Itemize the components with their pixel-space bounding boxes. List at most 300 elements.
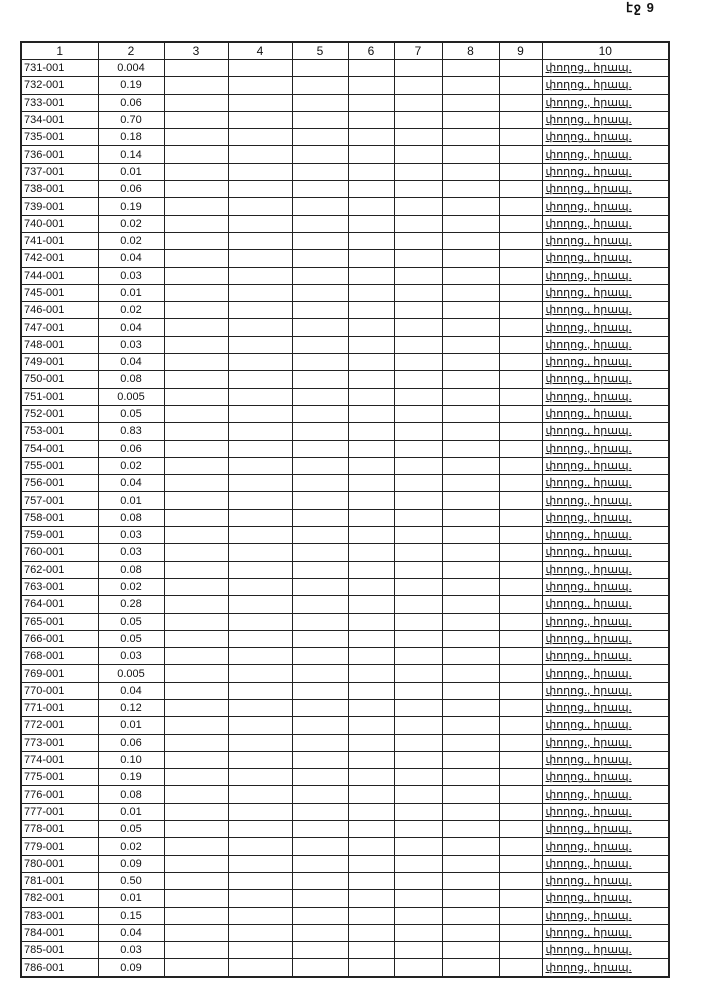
area-value: 0.01 (98, 890, 164, 907)
empty-cell (499, 267, 542, 284)
empty-cell (442, 215, 499, 232)
empty-cell (394, 302, 442, 319)
empty-cell (228, 872, 292, 889)
table-row (21, 751, 669, 768)
table-row (21, 890, 669, 907)
table-row (21, 838, 669, 855)
area-value: 0.09 (98, 959, 164, 977)
area-value: 0.83 (98, 423, 164, 440)
purpose-note: փողոց., հրապ. (542, 267, 669, 284)
table-row (21, 682, 669, 699)
empty-cell (499, 423, 542, 440)
empty-cell (394, 578, 442, 595)
purpose-note: փողոց., հրապ. (542, 613, 669, 630)
empty-cell (499, 751, 542, 768)
empty-cell (228, 942, 292, 959)
empty-cell (292, 388, 348, 405)
empty-cell (499, 457, 542, 474)
purpose-note: փողոց., հրապ. (542, 821, 669, 838)
empty-cell (499, 596, 542, 613)
empty-cell (394, 198, 442, 215)
area-value: 0.05 (98, 630, 164, 647)
parcel-code: 782-001 (21, 890, 98, 907)
empty-cell (499, 336, 542, 353)
empty-cell (394, 60, 442, 77)
table-row (21, 872, 669, 889)
purpose-note: փողոց., հրապ. (542, 336, 669, 353)
empty-cell (228, 475, 292, 492)
empty-cell (442, 146, 499, 163)
empty-cell (499, 682, 542, 699)
empty-cell (228, 60, 292, 77)
empty-cell (348, 890, 394, 907)
empty-cell (292, 284, 348, 301)
empty-cell (292, 544, 348, 561)
table-header-row (21, 42, 669, 60)
purpose-note: փողոց., հրապ. (542, 60, 669, 77)
empty-cell (164, 509, 228, 526)
area-value: 0.03 (98, 267, 164, 284)
area-value: 0.04 (98, 682, 164, 699)
empty-cell (499, 855, 542, 872)
column-header-4: 4 (228, 42, 292, 60)
empty-cell (499, 405, 542, 422)
empty-cell (499, 440, 542, 457)
parcel-code: 744-001 (21, 267, 98, 284)
empty-cell (394, 907, 442, 924)
empty-cell (228, 198, 292, 215)
purpose-note: փողոց., հրապ. (542, 959, 669, 977)
empty-cell (164, 544, 228, 561)
empty-cell (394, 509, 442, 526)
table-row (21, 198, 669, 215)
empty-cell (292, 181, 348, 198)
empty-cell (228, 803, 292, 820)
empty-cell (499, 181, 542, 198)
table-row (21, 786, 669, 803)
purpose-note: փողոց., հրապ. (542, 578, 669, 595)
empty-cell (394, 751, 442, 768)
empty-cell (292, 146, 348, 163)
empty-cell (164, 682, 228, 699)
purpose-note: փողոց., հրապ. (542, 924, 669, 941)
empty-cell (499, 232, 542, 249)
table-row (21, 440, 669, 457)
table-row (21, 734, 669, 751)
empty-cell (499, 492, 542, 509)
column-header-3: 3 (164, 42, 228, 60)
empty-cell (499, 215, 542, 232)
empty-cell (442, 717, 499, 734)
empty-cell (228, 630, 292, 647)
empty-cell (442, 94, 499, 111)
empty-cell (394, 405, 442, 422)
area-value: 0.04 (98, 475, 164, 492)
empty-cell (394, 94, 442, 111)
purpose-note: փողոց., հրապ. (542, 751, 669, 768)
table-row (21, 492, 669, 509)
empty-cell (499, 198, 542, 215)
empty-cell (442, 734, 499, 751)
table-row (21, 769, 669, 786)
table-row (21, 302, 669, 319)
area-value: 0.01 (98, 717, 164, 734)
empty-cell (292, 440, 348, 457)
area-value: 0.18 (98, 129, 164, 146)
purpose-note: փողոց., հրապ. (542, 77, 669, 94)
empty-cell (442, 440, 499, 457)
empty-cell (228, 77, 292, 94)
empty-cell (499, 890, 542, 907)
purpose-note: փողոց., հրապ. (542, 596, 669, 613)
empty-cell (292, 492, 348, 509)
empty-cell (442, 371, 499, 388)
area-value: 0.03 (98, 527, 164, 544)
empty-cell (348, 475, 394, 492)
empty-cell (394, 440, 442, 457)
empty-cell (164, 630, 228, 647)
table-row (21, 232, 669, 249)
empty-cell (228, 665, 292, 682)
empty-cell (164, 803, 228, 820)
empty-cell (164, 354, 228, 371)
empty-cell (292, 60, 348, 77)
parcel-code: 756-001 (21, 475, 98, 492)
empty-cell (442, 77, 499, 94)
empty-cell (394, 163, 442, 180)
empty-cell (348, 302, 394, 319)
empty-cell (442, 527, 499, 544)
empty-cell (442, 319, 499, 336)
empty-cell (164, 111, 228, 128)
empty-cell (348, 578, 394, 595)
table-row (21, 163, 669, 180)
parcel-code: 784-001 (21, 924, 98, 941)
area-value: 0.02 (98, 215, 164, 232)
purpose-note: փողոց., հրապ. (542, 855, 669, 872)
empty-cell (442, 198, 499, 215)
empty-cell (442, 111, 499, 128)
empty-cell (394, 267, 442, 284)
table-row (21, 630, 669, 647)
empty-cell (348, 111, 394, 128)
table-row (21, 803, 669, 820)
empty-cell (394, 146, 442, 163)
purpose-note: փողոց., հրապ. (542, 457, 669, 474)
empty-cell (228, 561, 292, 578)
empty-cell (228, 751, 292, 768)
purpose-note: փողոց., հրապ. (542, 630, 669, 647)
empty-cell (442, 457, 499, 474)
empty-cell (499, 475, 542, 492)
empty-cell (442, 890, 499, 907)
empty-cell (228, 959, 292, 977)
empty-cell (394, 872, 442, 889)
purpose-note: փողոց., հրապ. (542, 717, 669, 734)
purpose-note: փողոց., հրապ. (542, 423, 669, 440)
parcel-code: 738-001 (21, 181, 98, 198)
purpose-note: փողոց., հրապ. (542, 509, 669, 526)
purpose-note: փողոց., հրապ. (542, 371, 669, 388)
empty-cell (394, 544, 442, 561)
empty-cell (348, 250, 394, 267)
table-row (21, 423, 669, 440)
purpose-note: փողոց., հրապ. (542, 665, 669, 682)
empty-cell (228, 354, 292, 371)
empty-cell (228, 596, 292, 613)
empty-cell (442, 509, 499, 526)
table-row (21, 354, 669, 371)
parcel-code: 781-001 (21, 872, 98, 889)
parcel-code: 746-001 (21, 302, 98, 319)
table-row (21, 855, 669, 872)
parcel-code: 745-001 (21, 284, 98, 301)
empty-cell (228, 613, 292, 630)
empty-cell (228, 129, 292, 146)
empty-cell (348, 457, 394, 474)
empty-cell (499, 111, 542, 128)
table-row (21, 129, 669, 146)
empty-cell (442, 232, 499, 249)
empty-cell (442, 942, 499, 959)
table-row (21, 284, 669, 301)
area-value: 0.04 (98, 319, 164, 336)
empty-cell (499, 613, 542, 630)
empty-cell (442, 959, 499, 977)
empty-cell (442, 872, 499, 889)
empty-cell (292, 613, 348, 630)
parcel-code: 757-001 (21, 492, 98, 509)
purpose-note: փողոց., հրապ. (542, 163, 669, 180)
purpose-note: փողոց., հրապ. (542, 907, 669, 924)
empty-cell (348, 665, 394, 682)
area-value: 0.14 (98, 146, 164, 163)
parcel-code: 734-001 (21, 111, 98, 128)
empty-cell (164, 284, 228, 301)
empty-cell (164, 492, 228, 509)
empty-cell (394, 561, 442, 578)
empty-cell (442, 284, 499, 301)
parcel-code: 754-001 (21, 440, 98, 457)
parcel-code: 759-001 (21, 527, 98, 544)
area-value: 0.01 (98, 803, 164, 820)
parcel-code: 762-001 (21, 561, 98, 578)
area-value: 0.05 (98, 821, 164, 838)
table-row (21, 665, 669, 682)
empty-cell (499, 578, 542, 595)
empty-cell (228, 769, 292, 786)
parcel-code: 755-001 (21, 457, 98, 474)
empty-cell (164, 751, 228, 768)
area-value: 0.04 (98, 354, 164, 371)
empty-cell (499, 163, 542, 180)
empty-cell (228, 907, 292, 924)
table-row (21, 371, 669, 388)
empty-cell (228, 181, 292, 198)
table-row (21, 111, 669, 128)
area-value: 0.02 (98, 232, 164, 249)
column-header-8: 8 (442, 42, 499, 60)
parcel-code: 760-001 (21, 544, 98, 561)
empty-cell (442, 60, 499, 77)
empty-cell (394, 596, 442, 613)
empty-cell (348, 94, 394, 111)
area-value: 0.09 (98, 855, 164, 872)
purpose-note: փողոց., հրապ. (542, 475, 669, 492)
parcel-code: 777-001 (21, 803, 98, 820)
column-header-9: 9 (499, 42, 542, 60)
empty-cell (499, 544, 542, 561)
table-row (21, 821, 669, 838)
purpose-note: փողոց., հրապ. (542, 838, 669, 855)
empty-cell (292, 319, 348, 336)
empty-cell (228, 890, 292, 907)
empty-cell (348, 215, 394, 232)
empty-cell (442, 751, 499, 768)
empty-cell (228, 111, 292, 128)
area-value: 0.12 (98, 699, 164, 716)
empty-cell (499, 630, 542, 647)
empty-cell (164, 60, 228, 77)
empty-cell (292, 94, 348, 111)
area-value: 0.005 (98, 388, 164, 405)
empty-cell (228, 457, 292, 474)
empty-cell (348, 717, 394, 734)
empty-cell (394, 457, 442, 474)
empty-cell (164, 717, 228, 734)
parcel-code: 758-001 (21, 509, 98, 526)
empty-cell (164, 319, 228, 336)
empty-cell (348, 60, 394, 77)
table-row (21, 699, 669, 716)
empty-cell (442, 129, 499, 146)
area-value: 0.19 (98, 769, 164, 786)
table-row (21, 319, 669, 336)
empty-cell (164, 665, 228, 682)
area-value: 0.10 (98, 751, 164, 768)
empty-cell (292, 405, 348, 422)
empty-cell (499, 648, 542, 665)
empty-cell (228, 682, 292, 699)
empty-cell (228, 699, 292, 716)
empty-cell (499, 527, 542, 544)
empty-cell (292, 751, 348, 768)
purpose-note: փողոց., հրապ. (542, 769, 669, 786)
area-value: 0.05 (98, 405, 164, 422)
empty-cell (394, 734, 442, 751)
empty-cell (348, 440, 394, 457)
purpose-note: փողոց., հրապ. (542, 786, 669, 803)
empty-cell (292, 250, 348, 267)
empty-cell (394, 803, 442, 820)
empty-cell (348, 855, 394, 872)
empty-cell (164, 250, 228, 267)
empty-cell (348, 821, 394, 838)
table-row (21, 578, 669, 595)
table-row (21, 509, 669, 526)
empty-cell (164, 596, 228, 613)
empty-cell (164, 734, 228, 751)
empty-cell (499, 77, 542, 94)
empty-cell (164, 855, 228, 872)
empty-cell (164, 146, 228, 163)
parcel-code: 768-001 (21, 648, 98, 665)
empty-cell (164, 405, 228, 422)
purpose-note: փողոց., հրապ. (542, 250, 669, 267)
area-value: 0.08 (98, 561, 164, 578)
area-value: 0.06 (98, 734, 164, 751)
empty-cell (228, 855, 292, 872)
empty-cell (164, 475, 228, 492)
empty-cell (228, 250, 292, 267)
empty-cell (228, 232, 292, 249)
empty-cell (442, 267, 499, 284)
parcel-code: 732-001 (21, 77, 98, 94)
empty-cell (292, 509, 348, 526)
empty-cell (292, 907, 348, 924)
empty-cell (394, 890, 442, 907)
empty-cell (348, 838, 394, 855)
empty-cell (348, 336, 394, 353)
empty-cell (228, 215, 292, 232)
empty-cell (442, 821, 499, 838)
parcel-code: 751-001 (21, 388, 98, 405)
purpose-note: փողոց., հրապ. (542, 215, 669, 232)
empty-cell (228, 302, 292, 319)
parcel-code: 765-001 (21, 613, 98, 630)
purpose-note: փողոց., հրապ. (542, 803, 669, 820)
empty-cell (292, 198, 348, 215)
empty-cell (442, 181, 499, 198)
parcel-code: 735-001 (21, 129, 98, 146)
parcel-code: 737-001 (21, 163, 98, 180)
empty-cell (394, 250, 442, 267)
purpose-note: փողոց., հրապ. (542, 699, 669, 716)
parcel-code: 736-001 (21, 146, 98, 163)
empty-cell (292, 942, 348, 959)
empty-cell (499, 821, 542, 838)
empty-cell (499, 371, 542, 388)
empty-cell (348, 613, 394, 630)
empty-cell (292, 129, 348, 146)
parcel-code: 740-001 (21, 215, 98, 232)
area-value: 0.06 (98, 94, 164, 111)
empty-cell (499, 699, 542, 716)
empty-cell (499, 94, 542, 111)
parcel-code: 771-001 (21, 699, 98, 716)
area-value: 0.02 (98, 838, 164, 855)
empty-cell (292, 648, 348, 665)
table-row (21, 924, 669, 941)
parcel-code: 772-001 (21, 717, 98, 734)
column-header-1: 1 (21, 42, 98, 60)
empty-cell (442, 596, 499, 613)
empty-cell (228, 578, 292, 595)
empty-cell (348, 371, 394, 388)
empty-cell (442, 838, 499, 855)
table-row (21, 596, 669, 613)
table-row (21, 544, 669, 561)
empty-cell (292, 578, 348, 595)
parcel-code: 769-001 (21, 665, 98, 682)
empty-cell (348, 699, 394, 716)
empty-cell (228, 527, 292, 544)
empty-cell (442, 405, 499, 422)
empty-cell (442, 336, 499, 353)
empty-cell (164, 198, 228, 215)
empty-cell (499, 60, 542, 77)
empty-cell (292, 336, 348, 353)
